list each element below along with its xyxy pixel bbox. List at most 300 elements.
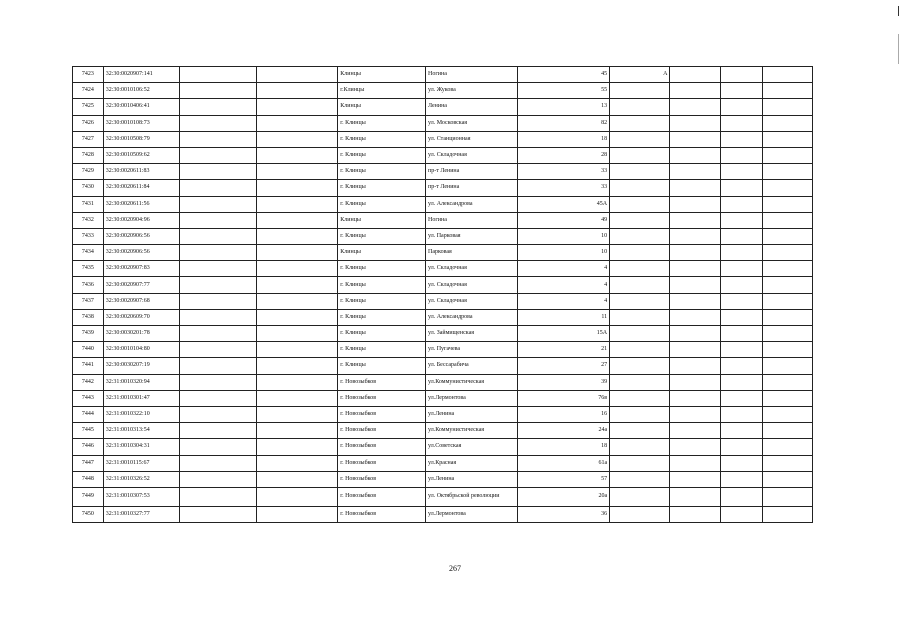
city-cell: г. Клинцы (338, 180, 426, 196)
empty-cell (257, 423, 338, 439)
cadastral-number-cell: 32:30:0030201:78 (103, 326, 180, 342)
empty-cell (670, 131, 720, 147)
table-row (73, 212, 813, 228)
house-number-cell: 39 (518, 374, 610, 390)
house-number-cell: 33 (518, 180, 610, 196)
row-number-cell: 7426 (73, 115, 104, 131)
house-number-cell: 82 (518, 115, 610, 131)
house-number-cell: 11 (518, 309, 610, 325)
empty-cell (180, 131, 257, 147)
street-cell: ул. Складочная (425, 147, 517, 163)
empty-cell (180, 342, 257, 358)
street-cell: ул.Советская (425, 439, 517, 455)
row-number-cell: 7430 (73, 180, 104, 196)
row-number-cell: 7444 (73, 406, 104, 422)
city-cell: г. Новозыбков (338, 471, 426, 487)
table-row (73, 277, 813, 293)
building-letter-cell (610, 506, 670, 522)
empty-cell (670, 180, 720, 196)
empty-cell (720, 455, 762, 471)
row-number-cell: 7449 (73, 487, 104, 506)
row-number-cell: 7446 (73, 439, 104, 455)
city-cell: г. Клинцы (338, 293, 426, 309)
empty-cell (720, 471, 762, 487)
empty-cell (762, 439, 813, 455)
building-letter-cell (610, 374, 670, 390)
street-cell: ул. Займищенская (425, 326, 517, 342)
table-row (73, 83, 813, 99)
empty-cell (180, 374, 257, 390)
empty-cell (670, 390, 720, 406)
city-cell: г.Клинцы (338, 83, 426, 99)
building-letter-cell (610, 228, 670, 244)
cadastral-number-cell: 32:31:0010307:53 (103, 487, 180, 506)
empty-cell (670, 506, 720, 522)
cadastral-number-cell: 32:30:0020906:56 (103, 245, 180, 261)
empty-cell (180, 99, 257, 115)
empty-cell (670, 99, 720, 115)
cadastral-number-cell: 32:31:0010115:67 (103, 455, 180, 471)
row-number-cell: 7448 (73, 471, 104, 487)
city-cell: г. Новозыбков (338, 439, 426, 455)
empty-cell (670, 147, 720, 163)
table-row (73, 358, 813, 374)
empty-cell (257, 277, 338, 293)
empty-cell (762, 228, 813, 244)
empty-cell (180, 423, 257, 439)
building-letter-cell (610, 180, 670, 196)
table-row (73, 293, 813, 309)
building-letter-cell (610, 293, 670, 309)
row-number-cell: 7450 (73, 506, 104, 522)
empty-cell (670, 261, 720, 277)
empty-cell (720, 99, 762, 115)
empty-cell (670, 164, 720, 180)
empty-cell (257, 487, 338, 506)
city-cell: г. Новозыбков (338, 390, 426, 406)
table-row (73, 115, 813, 131)
row-number-cell: 7438 (73, 309, 104, 325)
empty-cell (720, 131, 762, 147)
cadastral-number-cell: 32:30:0020904:96 (103, 212, 180, 228)
empty-cell (762, 326, 813, 342)
empty-cell (180, 309, 257, 325)
row-number-cell: 7441 (73, 358, 104, 374)
empty-cell (720, 506, 762, 522)
cadastral-number-cell: 32:30:0020611:56 (103, 196, 180, 212)
empty-cell (257, 326, 338, 342)
empty-cell (180, 261, 257, 277)
house-number-cell: 13 (518, 99, 610, 115)
empty-cell (670, 406, 720, 422)
empty-cell (762, 147, 813, 163)
city-cell: г. Новозыбков (338, 455, 426, 471)
city-cell: г. Клинцы (338, 326, 426, 342)
empty-cell (720, 277, 762, 293)
building-letter-cell (610, 471, 670, 487)
row-number-cell: 7423 (73, 67, 104, 83)
street-cell: ул.Лермонтова (425, 506, 517, 522)
empty-cell (257, 245, 338, 261)
empty-cell (762, 293, 813, 309)
empty-cell (180, 180, 257, 196)
street-cell: ул. Складочная (425, 277, 517, 293)
empty-cell (762, 309, 813, 325)
empty-cell (257, 390, 338, 406)
empty-cell (720, 228, 762, 244)
street-cell: ул. Александрова (425, 196, 517, 212)
table-row (73, 406, 813, 422)
city-cell: г. Новозыбков (338, 374, 426, 390)
cadastral-number-cell: 32:31:0010327:77 (103, 506, 180, 522)
empty-cell (762, 196, 813, 212)
empty-cell (720, 326, 762, 342)
empty-cell (762, 423, 813, 439)
building-letter-cell (610, 115, 670, 131)
city-cell: г. Новозыбков (338, 487, 426, 506)
street-cell: ул.Коммунистическая (425, 374, 517, 390)
empty-cell (180, 212, 257, 228)
building-letter-cell (610, 406, 670, 422)
row-number-cell: 7436 (73, 277, 104, 293)
row-number-cell: 7425 (73, 99, 104, 115)
empty-cell (180, 358, 257, 374)
building-letter-cell (610, 455, 670, 471)
house-number-cell: 18 (518, 131, 610, 147)
street-cell: ул. Станционная (425, 131, 517, 147)
table-row (73, 180, 813, 196)
empty-cell (720, 83, 762, 99)
empty-cell (670, 277, 720, 293)
empty-cell (720, 487, 762, 506)
cadastral-number-cell: 32:30:0020907:77 (103, 277, 180, 293)
building-letter-cell (610, 83, 670, 99)
empty-cell (180, 455, 257, 471)
building-letter-cell (610, 212, 670, 228)
empty-cell (670, 115, 720, 131)
city-cell: г. Новозыбков (338, 506, 426, 522)
street-cell: ул. Октябрьской революции (425, 487, 517, 506)
house-number-cell: 55 (518, 83, 610, 99)
city-cell: г. Клинцы (338, 277, 426, 293)
building-letter-cell (610, 131, 670, 147)
empty-cell (762, 131, 813, 147)
street-cell: ул.Ленина (425, 406, 517, 422)
empty-cell (720, 423, 762, 439)
street-cell: ул. Складочная (425, 261, 517, 277)
empty-cell (670, 293, 720, 309)
row-number-cell: 7445 (73, 423, 104, 439)
building-letter-cell (610, 196, 670, 212)
row-number-cell: 7429 (73, 164, 104, 180)
street-cell: ул. Московская (425, 115, 517, 131)
city-cell: Клинцы (338, 99, 426, 115)
row-number-cell: 7434 (73, 245, 104, 261)
cadastral-number-cell: 32:31:0010304:31 (103, 439, 180, 455)
empty-cell (762, 99, 813, 115)
empty-cell (670, 309, 720, 325)
empty-cell (720, 180, 762, 196)
table-row (73, 67, 813, 83)
building-letter-cell (610, 261, 670, 277)
city-cell: г. Клинцы (338, 131, 426, 147)
house-number-cell: 36 (518, 506, 610, 522)
empty-cell (257, 261, 338, 277)
house-number-cell: 61а (518, 455, 610, 471)
empty-cell (762, 471, 813, 487)
city-cell: г. Клинцы (338, 196, 426, 212)
city-cell: г. Клинцы (338, 261, 426, 277)
empty-cell (670, 196, 720, 212)
empty-cell (257, 83, 338, 99)
empty-cell (762, 245, 813, 261)
building-letter-cell (610, 309, 670, 325)
table-row (73, 390, 813, 406)
street-cell: ул. Парковая (425, 228, 517, 244)
cadastral-number-cell: 32:30:0020609:70 (103, 309, 180, 325)
empty-cell (720, 390, 762, 406)
empty-cell (257, 228, 338, 244)
house-number-cell: 4 (518, 261, 610, 277)
empty-cell (180, 487, 257, 506)
empty-cell (180, 471, 257, 487)
building-letter-cell: А (610, 67, 670, 83)
empty-cell (180, 245, 257, 261)
street-cell: пр-т Ленина (425, 164, 517, 180)
empty-cell (180, 506, 257, 522)
table-row (73, 228, 813, 244)
scan-edge-mark (898, 6, 899, 16)
empty-cell (720, 439, 762, 455)
row-number-cell: 7433 (73, 228, 104, 244)
empty-cell (720, 309, 762, 325)
building-letter-cell (610, 326, 670, 342)
house-number-cell: 10 (518, 228, 610, 244)
building-letter-cell (610, 390, 670, 406)
empty-cell (180, 326, 257, 342)
street-cell: ул.Красная (425, 455, 517, 471)
table-row (73, 471, 813, 487)
street-cell: ул.Ленина (425, 471, 517, 487)
table-row (73, 261, 813, 277)
building-letter-cell (610, 277, 670, 293)
city-cell: г. Новозыбков (338, 423, 426, 439)
city-cell: г. Клинцы (338, 358, 426, 374)
row-number-cell: 7442 (73, 374, 104, 390)
cadastral-number-cell: 32:31:0010320:94 (103, 374, 180, 390)
table-row (73, 245, 813, 261)
empty-cell (670, 455, 720, 471)
empty-cell (762, 487, 813, 506)
empty-cell (257, 358, 338, 374)
empty-cell (762, 455, 813, 471)
house-number-cell: 24а (518, 423, 610, 439)
table-row (73, 309, 813, 325)
cadastral-number-cell: 32:30:0020907:68 (103, 293, 180, 309)
row-number-cell: 7443 (73, 390, 104, 406)
empty-cell (720, 261, 762, 277)
street-cell: ул.Коммунистическая (425, 423, 517, 439)
row-number-cell: 7428 (73, 147, 104, 163)
empty-cell (762, 342, 813, 358)
street-cell: Ногина (425, 67, 517, 83)
table-row (73, 487, 813, 506)
city-cell: г. Клинцы (338, 164, 426, 180)
row-number-cell: 7431 (73, 196, 104, 212)
cadastral-number-cell: 32:30:0010508:79 (103, 131, 180, 147)
cadastral-number-cell: 32:30:0010108:73 (103, 115, 180, 131)
building-letter-cell (610, 423, 670, 439)
table-row (73, 326, 813, 342)
table-row (73, 196, 813, 212)
city-cell: г. Клинцы (338, 309, 426, 325)
house-number-cell: 33 (518, 164, 610, 180)
row-number-cell: 7440 (73, 342, 104, 358)
table-row (73, 374, 813, 390)
empty-cell (762, 212, 813, 228)
city-cell: г. Клинцы (338, 342, 426, 358)
empty-cell (670, 358, 720, 374)
table-row (73, 423, 813, 439)
empty-cell (670, 374, 720, 390)
house-number-cell: 15А (518, 326, 610, 342)
house-number-cell: 76в (518, 390, 610, 406)
empty-cell (257, 99, 338, 115)
empty-cell (762, 374, 813, 390)
empty-cell (670, 245, 720, 261)
empty-cell (257, 439, 338, 455)
street-cell: Парковая (425, 245, 517, 261)
city-cell: г. Клинцы (338, 147, 426, 163)
row-number-cell: 7439 (73, 326, 104, 342)
empty-cell (762, 277, 813, 293)
row-number-cell: 7432 (73, 212, 104, 228)
house-number-cell: 4 (518, 293, 610, 309)
cadastral-number-cell: 32:30:0020611:84 (103, 180, 180, 196)
empty-cell (180, 406, 257, 422)
city-cell: Клинцы (338, 245, 426, 261)
house-number-cell: 10 (518, 245, 610, 261)
empty-cell (670, 83, 720, 99)
table-row (73, 342, 813, 358)
house-number-cell: 57 (518, 471, 610, 487)
cadastral-number-cell: 32:30:0010104:80 (103, 342, 180, 358)
cadastral-number-cell: 32:31:0010313:54 (103, 423, 180, 439)
empty-cell (720, 358, 762, 374)
building-letter-cell (610, 487, 670, 506)
table-row (73, 164, 813, 180)
empty-cell (180, 67, 257, 83)
empty-cell (257, 180, 338, 196)
house-number-cell: 28 (518, 147, 610, 163)
empty-cell (257, 374, 338, 390)
cadastral-number-cell: 32:31:0010322:10 (103, 406, 180, 422)
cadastral-number-cell: 32:31:0010326:52 (103, 471, 180, 487)
empty-cell (720, 293, 762, 309)
empty-cell (762, 67, 813, 83)
street-cell: ул. Жукова (425, 83, 517, 99)
empty-cell (762, 406, 813, 422)
city-cell: Клинцы (338, 67, 426, 83)
empty-cell (670, 471, 720, 487)
empty-cell (257, 342, 338, 358)
empty-cell (180, 228, 257, 244)
street-cell: ул. Пугачева (425, 342, 517, 358)
empty-cell (257, 67, 338, 83)
empty-cell (720, 342, 762, 358)
house-number-cell: 45А (518, 196, 610, 212)
empty-cell (257, 455, 338, 471)
street-cell: ул. Складочная (425, 293, 517, 309)
empty-cell (257, 293, 338, 309)
building-letter-cell (610, 245, 670, 261)
empty-cell (720, 212, 762, 228)
table-row (73, 439, 813, 455)
empty-cell (180, 115, 257, 131)
empty-cell (257, 196, 338, 212)
street-cell: ул. Бессарабича (425, 358, 517, 374)
empty-cell (762, 358, 813, 374)
empty-cell (670, 228, 720, 244)
empty-cell (257, 164, 338, 180)
empty-cell (670, 342, 720, 358)
empty-cell (180, 277, 257, 293)
row-number-cell: 7427 (73, 131, 104, 147)
empty-cell (257, 115, 338, 131)
table-row (73, 506, 813, 522)
empty-cell (762, 164, 813, 180)
cadastral-number-cell: 32:30:0010106:52 (103, 83, 180, 99)
empty-cell (670, 326, 720, 342)
house-number-cell: 20а (518, 487, 610, 506)
city-cell: г. Новозыбков (338, 406, 426, 422)
empty-cell (257, 212, 338, 228)
house-number-cell: 27 (518, 358, 610, 374)
row-number-cell: 7424 (73, 83, 104, 99)
empty-cell (670, 423, 720, 439)
empty-cell (670, 212, 720, 228)
house-number-cell: 49 (518, 212, 610, 228)
empty-cell (720, 374, 762, 390)
empty-cell (670, 487, 720, 506)
empty-cell (720, 245, 762, 261)
building-letter-cell (610, 99, 670, 115)
empty-cell (720, 115, 762, 131)
city-cell: г. Клинцы (338, 228, 426, 244)
cadastral-number-cell: 32:30:0010509:62 (103, 147, 180, 163)
cadastral-number-cell: 32:31:0010301:47 (103, 390, 180, 406)
empty-cell (180, 439, 257, 455)
cadastral-number-cell: 32:30:0010406:41 (103, 99, 180, 115)
building-letter-cell (610, 358, 670, 374)
table-row (73, 455, 813, 471)
table-row (73, 147, 813, 163)
cadastral-number-cell: 32:30:0020907:83 (103, 261, 180, 277)
empty-cell (180, 390, 257, 406)
empty-cell (257, 506, 338, 522)
street-cell: Ногина (425, 212, 517, 228)
empty-cell (257, 406, 338, 422)
empty-cell (180, 196, 257, 212)
empty-cell (762, 390, 813, 406)
empty-cell (762, 83, 813, 99)
registry-table (72, 66, 813, 523)
building-letter-cell (610, 439, 670, 455)
empty-cell (180, 83, 257, 99)
empty-cell (180, 293, 257, 309)
house-number-cell: 16 (518, 406, 610, 422)
row-number-cell: 7437 (73, 293, 104, 309)
